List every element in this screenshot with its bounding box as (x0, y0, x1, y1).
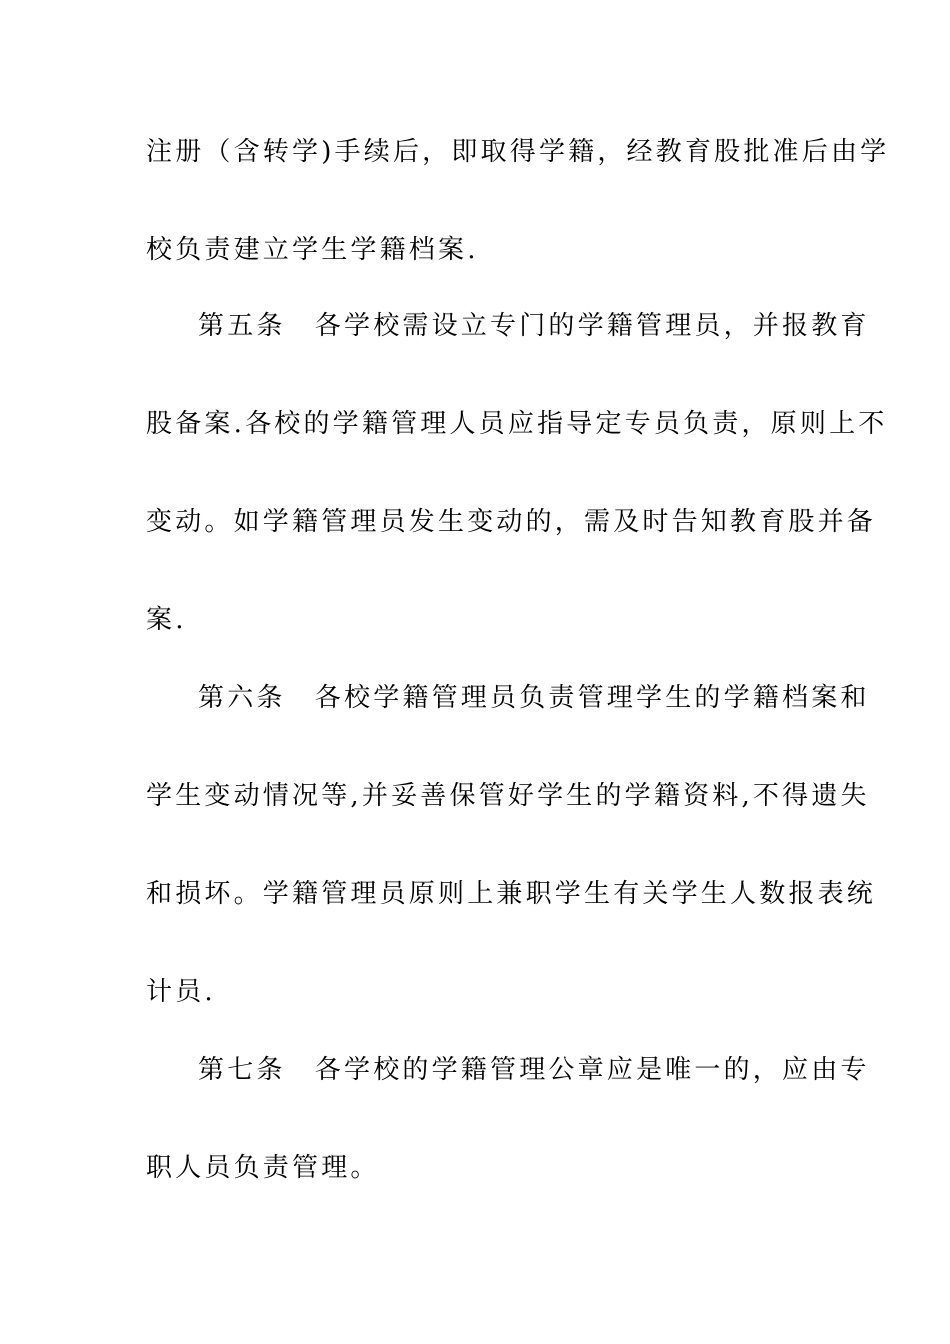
paragraph-line: 和损坏。学籍管理员原则上兼职学生有关学生人数报表统 (146, 879, 877, 909)
paragraph-line: 计员. (146, 977, 216, 1007)
article-6-heading-line: 第六条 各校学籍管理员负责管理学生的学籍档案和 (198, 683, 870, 713)
paragraph-line: 职人员负责管理。 (146, 1153, 380, 1183)
paragraph-line: 学生变动情况等,并妥善保管好学生的学籍资料,不得遗失 (146, 781, 870, 811)
article-7-heading-line: 第七条 各学校的学籍管理公章应是唯一的，应由专 (198, 1055, 870, 1085)
paragraph-line: 案. (146, 605, 187, 635)
paragraph-line: 注册（含转学)手续后，即取得学籍，经教育股批准后由学 (146, 137, 890, 167)
paragraph-line: 变动。如学籍管理员发生变动的，需及时告知教育股并备 (146, 507, 877, 537)
article-5-heading-line: 第五条 各学校需设立专门的学籍管理员，并报教育 (198, 311, 870, 341)
paragraph-line: 校负责建立学生学籍档案. (146, 235, 479, 265)
paragraph-line: 股备案.各校的学籍管理人员应指导定专员负责，原则上不 (146, 409, 888, 439)
